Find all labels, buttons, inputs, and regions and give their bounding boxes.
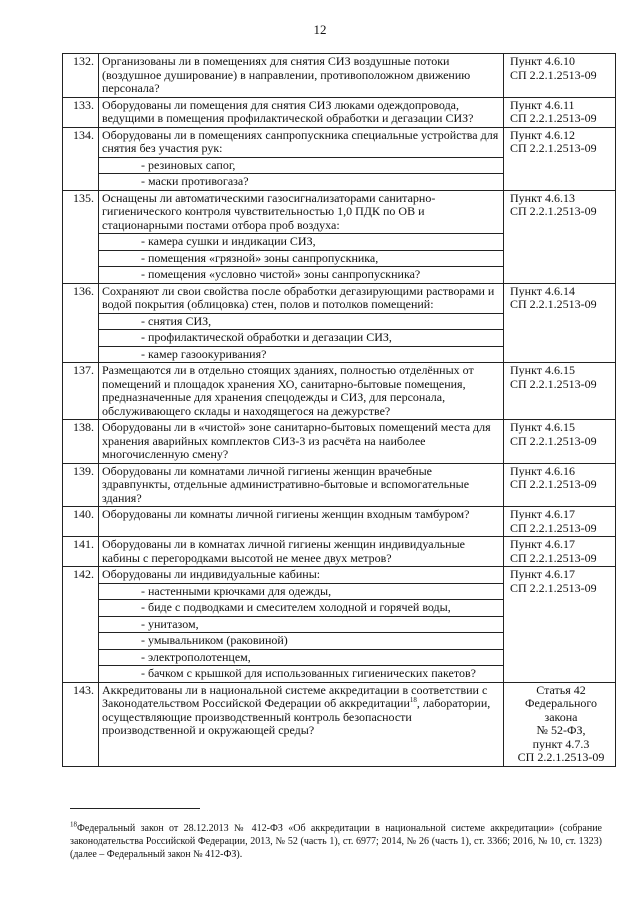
- reference: [504, 127, 616, 190]
- row-number: 141.: [63, 537, 99, 567]
- row-number: 140.: [63, 507, 99, 537]
- reference: [504, 537, 616, 567]
- reference-line: СП 2.2.1.2513-09: [510, 477, 597, 491]
- row-number: 134.: [63, 127, 99, 190]
- reference-line: Пункт 4.6.17: [510, 537, 576, 551]
- question-text: Оборудованы ли индивидуальные кабины:: [99, 567, 504, 584]
- table-row: [63, 507, 616, 537]
- sub-item: - помещения «условно чистой» зоны санпропускника?: [99, 267, 504, 284]
- reference: [504, 97, 616, 127]
- footnote: [70, 822, 602, 861]
- reference-line: СП 2.2.1.2513-09: [510, 433, 597, 448]
- checklist-table: [62, 53, 616, 767]
- row-number: 139.: [63, 463, 99, 507]
- question-text: Оборудованы ли в помещениях санпропускника специальные устройства для снятия без участия рук:: [99, 127, 504, 157]
- reference-line: СП 2.2.1.2513-09: [510, 67, 597, 82]
- table-row: [63, 567, 616, 584]
- table-row: [63, 283, 616, 313]
- reference-line: СП 2.2.1.2513-09: [510, 550, 597, 565]
- reference-line: СП 2.2.1.2513-09: [510, 111, 597, 125]
- table-row: [63, 127, 616, 157]
- reference-line: Пункт 4.6.17: [510, 567, 576, 581]
- reference-line: Федерального закона: [524, 696, 598, 724]
- reference: [504, 682, 616, 766]
- table-row: [63, 54, 616, 98]
- question-text: Оборудованы ли помещения для снятия СИЗ люками одеждопровода, ведущими в помещения профилактической обработки и дегазации СИЗ?: [99, 97, 504, 127]
- reference-line: пункт 4.7.3: [532, 736, 590, 751]
- reference: [504, 567, 616, 683]
- reference-line: Пункт 4.6.15: [510, 420, 576, 434]
- sub-item: - помещения «грязной» зоны санпропускника,: [99, 250, 504, 267]
- reference-line: СП 2.2.1.2513-09: [510, 520, 597, 535]
- reference-line: Пункт 4.6.11: [510, 97, 575, 112]
- reference: [504, 54, 616, 98]
- table-row: [63, 537, 616, 567]
- reference-line: СП 2.2.1.2513-09: [517, 750, 605, 764]
- reference-line: № 52-ФЗ,: [536, 723, 586, 737]
- row-number: 138.: [63, 420, 99, 464]
- table-row: [63, 190, 616, 234]
- row-number: 135.: [63, 190, 99, 283]
- question-text: Организованы ли в помещениях для снятия СИЗ воздушные потоки (воздушное душирование) в направлении, противоположном движению персонала?: [99, 54, 504, 98]
- reference-line: СП 2.2.1.2513-09: [510, 376, 597, 391]
- sub-item: - маски противогаза?: [99, 174, 504, 191]
- row-number: 133.: [63, 97, 99, 127]
- reference-line: СП 2.2.1.2513-09: [510, 141, 597, 155]
- sub-item: - камера сушки и индикации СИЗ,: [99, 234, 504, 251]
- footnote-text: Федеральный закон от 28.12.2013 № 412-ФЗ «Об аккредитации в национальной системе аккредитации» (собрание законодательства Российской Федерации, 2013, № 52 (часть 1), ст. 6977; 2014, № 26 (часть 1), ст. 3366; 2016, № 10, ст. 1323) (далее – Федеральный закон № 412-ФЗ).: [70, 823, 602, 860]
- reference: [504, 463, 616, 507]
- row-number: 132.: [63, 54, 99, 98]
- sub-item: - бачком с крышкой для использованных гигиенических пакетов?: [99, 666, 504, 683]
- page-number: 12: [313, 22, 327, 37]
- sub-item: - электрополотенцем,: [99, 649, 504, 666]
- question-text: Оборудованы ли комнаты личной гигиены женщин входным тамбуром?: [99, 507, 504, 537]
- table-row: [63, 363, 616, 420]
- sub-item: - резиновых сапог,: [99, 157, 504, 174]
- reference-line: Пункт 4.6.16: [510, 463, 576, 478]
- table-row: [63, 682, 616, 766]
- table-row: [63, 420, 616, 464]
- footnote-divider: [70, 808, 200, 809]
- question-text-part: Аккредитованы ли в национальной системе аккредитации в соответствии с Законодательством Российской Федерации об аккредитации: [102, 682, 488, 710]
- reference: [504, 190, 616, 283]
- reference: [504, 507, 616, 537]
- reference-line: СП 2.2.1.2513-09: [510, 580, 597, 595]
- question-text: Оборудованы ли комнатами личной гигиены женщин врачебные здравпункты, отдельные административно-бытовые и вспомогательные здания?: [99, 463, 504, 507]
- row-number: 142.: [63, 567, 99, 683]
- sub-item: - настенными крючками для одежды,: [99, 583, 504, 600]
- reference-line: Статья 42: [536, 682, 586, 697]
- reference-line: СП 2.2.1.2513-09: [510, 204, 597, 218]
- table-row: [63, 97, 616, 127]
- sub-item: - умывальником (раковиной): [99, 633, 504, 650]
- question-text: [99, 682, 504, 766]
- row-number: 136.: [63, 283, 99, 363]
- sub-item: - унитазом,: [99, 616, 504, 633]
- question-text: Размещаются ли в отдельно стоящих зданиях, полностью отделённых от помещений и площадок хранения ХО, санитарно-бытовые помещения, предназначенные для хранения спецодежды и СИЗ, для персонала, обслуживающего склады и находящегося на дежурстве?: [99, 363, 504, 420]
- row-number: 143.: [63, 682, 99, 766]
- reference-line: Пункт 4.6.10: [510, 54, 576, 68]
- question-text: Оснащены ли автоматическими газосигнализаторами санитарно-гигиенического контроля чувствительностью 1,0 ПДК по ОВ и стационарными постами отбора проб воздуха:: [99, 190, 504, 234]
- reference: [504, 283, 616, 363]
- reference-line: Пункт 4.6.14: [510, 283, 576, 298]
- question-text: Оборудованы ли в «чистой» зоне санитарно-бытовых помещений места для хранения аварийных комплектов СИЗ-3 из расчёта на наиболее многочисленную смену?: [99, 420, 504, 464]
- question-text: Сохраняют ли свои свойства после обработки дегазирующими растворами и водой покрытия (облицовка) стен, полов и потолков помещений:: [99, 283, 504, 313]
- reference-line: Пункт 4.6.13: [510, 190, 576, 205]
- row-number: 137.: [63, 363, 99, 420]
- reference-line: Пункт 4.6.15: [510, 363, 576, 377]
- footnote-mark: 18: [70, 820, 77, 829]
- question-text: Оборудованы ли в комнатах личной гигиены женщин индивидуальные кабины с перегородками высотой не менее двух метров?: [99, 537, 504, 567]
- sub-item: - камер газоокуривания?: [99, 346, 504, 363]
- question-text-part: , лаборатории, осуществляющие производственный контроль безопасности производственной и окружающей среды?: [102, 696, 491, 737]
- sub-item: - профилактической обработки и дегазации СИЗ,: [99, 330, 504, 347]
- table-row: [63, 463, 616, 507]
- reference-line: СП 2.2.1.2513-09: [510, 297, 597, 311]
- reference-line: Пункт 4.6.17: [510, 507, 576, 521]
- footnote-reference: 18: [409, 696, 417, 704]
- reference: [504, 420, 616, 464]
- reference: [504, 363, 616, 420]
- reference-line: Пункт 4.6.12: [510, 127, 576, 142]
- sub-item: - биде с подводками и смесителем холодной и горячей воды,: [99, 600, 504, 617]
- sub-item: - снятия СИЗ,: [99, 313, 504, 330]
